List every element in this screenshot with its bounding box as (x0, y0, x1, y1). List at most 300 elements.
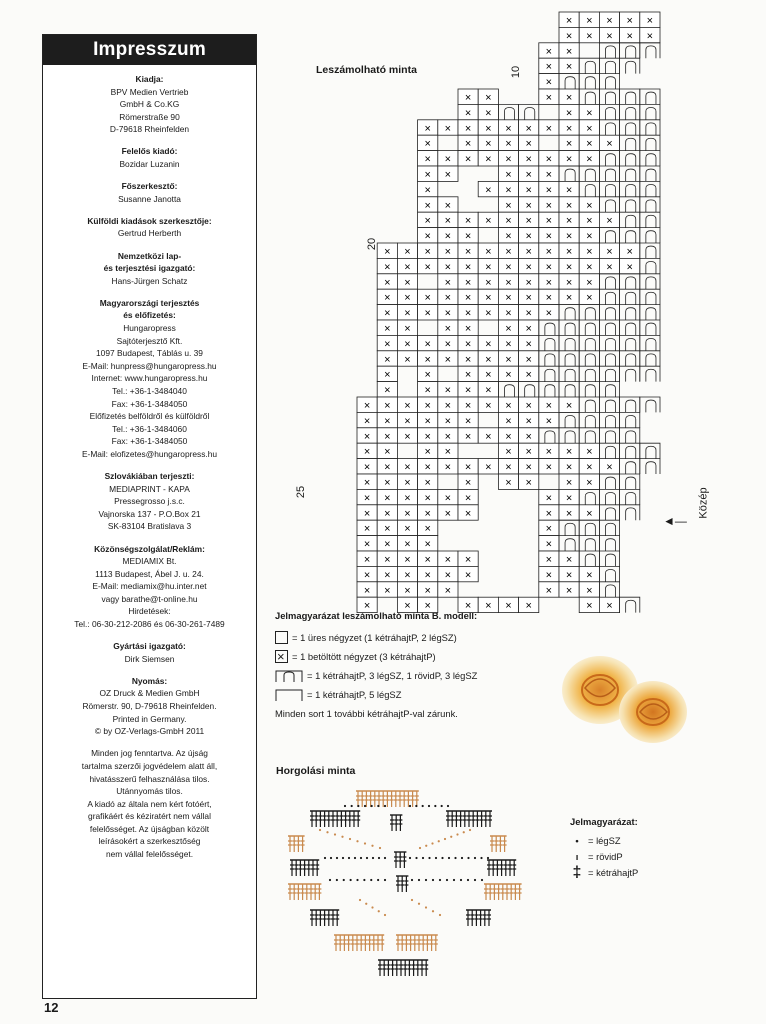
chain-dot (371, 805, 373, 807)
chain-dot (343, 879, 345, 881)
svg-text:×: × (485, 384, 492, 397)
chain-dot (450, 836, 452, 838)
svg-text:×: × (424, 169, 431, 182)
svg-text:×: × (384, 430, 391, 443)
svg-text:×: × (464, 307, 472, 320)
impresszum-line: A kiadó az általa nem kért fotóért, (87, 798, 212, 809)
svg-text:×: × (565, 15, 573, 28)
svg-text:×: × (384, 507, 391, 520)
impresszum-line: Hirdetések: (128, 606, 171, 617)
row-label-10: 10 (510, 65, 523, 79)
svg-text:×: × (384, 446, 391, 459)
svg-text:×: × (545, 92, 553, 105)
svg-text:×: × (384, 323, 391, 336)
svg-text:×: × (444, 122, 452, 135)
svg-text:×: × (545, 446, 553, 459)
stitch-group-bottom (378, 960, 428, 976)
chain-dot (480, 857, 482, 859)
chain-dot (324, 857, 326, 859)
chain-dot (384, 857, 386, 859)
svg-text:×: × (606, 15, 613, 28)
svg-text:×: × (444, 584, 452, 597)
svg-text:×: × (363, 507, 371, 520)
svg-text:×: × (565, 61, 573, 74)
svg-text:×: × (404, 554, 411, 567)
chain-dot (431, 842, 433, 844)
impresszum-line: Utánnyomás tilos. (116, 786, 183, 797)
svg-text:×: × (545, 261, 553, 274)
svg-text:×: × (545, 276, 553, 289)
chain-dot (422, 805, 424, 807)
impresszum-line: Sajtóterjesztő Kft. (116, 335, 183, 346)
chain-dot (356, 879, 358, 881)
impresszum-line: Internet: www.hungaropress.hu (91, 373, 208, 384)
svg-text:×: × (606, 461, 613, 474)
svg-text:×: × (424, 446, 431, 459)
svg-text:×: × (384, 415, 391, 428)
impresszum-heading: Kiadja: (135, 74, 164, 84)
chart-title: Leszámolható minta (316, 64, 417, 76)
svg-text:×: × (464, 430, 472, 443)
svg-text:×: × (363, 554, 371, 567)
svg-text:×: × (404, 323, 411, 336)
svg-text:×: × (464, 230, 472, 243)
legend-item-text: = 1 kétráhajtP, 5 légSZ (307, 689, 402, 700)
chain-dot (371, 906, 373, 908)
svg-text:×: × (464, 415, 472, 428)
legend2-item-text: = kétráhajtP (588, 867, 639, 878)
svg-text:×: × (384, 492, 391, 505)
svg-text:×: × (545, 153, 553, 166)
svg-text:×: × (424, 246, 431, 259)
svg-text:×: × (525, 461, 532, 474)
impresszum-line: E-Mail: hunpress@hungaropress.hu (82, 360, 217, 371)
treble-crochet-icon: ‡ (572, 864, 582, 881)
chain-dot (330, 857, 332, 859)
chain-dot (351, 805, 353, 807)
svg-text:×: × (464, 292, 472, 305)
impresszum-line: OZ Druck & Medien GmbH (99, 688, 200, 699)
impresszum-heading: és terjesztési igazgató: (103, 263, 196, 274)
legend2-item (570, 849, 638, 865)
svg-text:×: × (424, 554, 431, 567)
svg-text:×: × (424, 215, 431, 228)
svg-text:×: × (525, 215, 532, 228)
svg-text:×: × (606, 30, 613, 43)
svg-text:×: × (565, 215, 573, 228)
svg-text:×: × (565, 276, 573, 289)
svg-text:×: × (384, 353, 391, 366)
svg-text:×: × (444, 199, 452, 212)
svg-text:×: × (565, 184, 573, 197)
svg-text:×: × (505, 353, 512, 366)
svg-text:×: × (384, 538, 391, 551)
svg-text:×: × (464, 323, 472, 336)
svg-text:×: × (404, 246, 411, 259)
chain-dot (418, 879, 420, 881)
svg-text:×: × (485, 600, 492, 613)
chain-dot (379, 847, 381, 849)
chain-dot (441, 805, 443, 807)
impresszum-heading: Nemzetközi lap- (117, 250, 182, 261)
stitch-group-bottom-right (396, 935, 438, 951)
svg-text:×: × (525, 430, 532, 443)
chain-dot (422, 857, 424, 859)
svg-text:×: × (586, 292, 593, 305)
chain-dot (384, 805, 386, 807)
svg-text:×: × (525, 477, 532, 490)
stitch-group-bottom-left (334, 935, 384, 951)
svg-text:×: × (586, 138, 593, 151)
svg-text:×: × (444, 384, 452, 397)
svg-text:×: × (545, 122, 553, 135)
svg-text:×: × (545, 461, 553, 474)
svg-text:×: × (485, 153, 492, 166)
svg-text:×: × (404, 492, 411, 505)
svg-text:×: × (424, 199, 431, 212)
impresszum-heading: Magyarországi terjesztés (99, 297, 200, 308)
svg-text:×: × (565, 461, 573, 474)
svg-text:×: × (404, 507, 411, 520)
svg-text:×: × (505, 246, 512, 259)
chain-dot (319, 829, 321, 831)
impresszum-line: Pressegrosso j.s.c. (114, 496, 185, 507)
impresszum-line: MEDIAMIX Bt. (122, 556, 177, 567)
stitch-group-right (487, 860, 516, 876)
svg-text:×: × (505, 400, 512, 413)
impresszum-heading: Nyomás: (131, 675, 168, 686)
legend2-item-text: = légSZ (588, 835, 621, 846)
svg-text:×: × (424, 523, 431, 536)
chain-dot (384, 914, 386, 916)
chain-dot (357, 805, 359, 807)
svg-text:×: × (384, 261, 391, 274)
svg-text:×: × (565, 400, 573, 413)
stitch-group-lower-left (310, 910, 339, 926)
stitch-group-center-top (390, 815, 402, 831)
svg-text:×: × (545, 184, 553, 197)
chain-dot (432, 879, 434, 881)
impresszum-line: Dirk Siemsen (124, 653, 175, 664)
chain-dot (463, 831, 465, 833)
svg-text:×: × (404, 600, 411, 613)
svg-text:×: × (525, 400, 532, 413)
svg-text:×: × (384, 369, 391, 382)
svg-text:×: × (363, 523, 371, 536)
chain-dot (411, 899, 413, 901)
chain-dot (326, 831, 328, 833)
svg-text:×: × (485, 400, 492, 413)
chain-dot (456, 833, 458, 835)
chain-dot (378, 857, 380, 859)
svg-text:×: × (485, 122, 492, 135)
svg-text:×: × (444, 461, 452, 474)
svg-text:×: × (424, 292, 431, 305)
svg-text:×: × (586, 261, 593, 274)
chain-dot (467, 879, 469, 881)
impresszum-heading: Szlovákiában terjeszti: (104, 471, 195, 482)
svg-text:×: × (424, 184, 431, 197)
svg-text:×: × (444, 169, 452, 182)
chain-dot (487, 857, 489, 859)
chain-dot (474, 879, 476, 881)
svg-text:×: × (485, 307, 492, 320)
svg-text:×: × (505, 122, 512, 135)
center-label: Közép (697, 487, 710, 519)
svg-text:×: × (505, 338, 512, 351)
svg-text:×: × (505, 430, 512, 443)
svg-text:×: × (363, 492, 371, 505)
chain-dot (428, 857, 430, 859)
svg-text:×: × (404, 292, 411, 305)
svg-text:×: × (384, 477, 391, 490)
svg-text:×: × (565, 45, 573, 58)
stitch-group-lower-right (466, 910, 491, 926)
chain-dot (344, 805, 346, 807)
svg-text:×: × (646, 30, 654, 43)
svg-text:×: × (404, 353, 411, 366)
diagram-title: Horgolási minta (276, 765, 356, 777)
svg-text:×: × (565, 138, 573, 151)
svg-text:×: × (363, 600, 371, 613)
svg-text:×: × (545, 507, 553, 520)
svg-text:×: × (545, 45, 553, 58)
svg-text:×: × (384, 246, 391, 259)
svg-text:×: × (586, 15, 593, 28)
svg-text:×: × (525, 246, 532, 259)
legend2-item (570, 833, 638, 849)
row-label-20: 20 (366, 237, 379, 251)
svg-text:×: × (384, 384, 391, 397)
svg-text:×: × (464, 400, 472, 413)
impresszum-line: Előfizetés belföldről és külföldről (89, 411, 210, 422)
svg-text:×: × (404, 584, 411, 597)
svg-text:×: × (565, 30, 573, 43)
svg-text:×: × (545, 215, 553, 228)
svg-text:×: × (464, 554, 472, 567)
svg-text:×: × (485, 461, 492, 474)
impresszum-line: SK-83104 Bratislava 3 (107, 521, 192, 532)
svg-text:×: × (545, 569, 553, 582)
center-arrow-icon: ◄— (663, 514, 687, 528)
stitch-group-left-lower-brown (288, 884, 321, 900)
svg-text:×: × (424, 477, 431, 490)
svg-text:×: × (384, 276, 391, 289)
svg-text:×: × (485, 338, 492, 351)
impresszum-line: 1113 Budapest, Ábel J. u. 24. (95, 568, 204, 579)
svg-text:×: × (424, 122, 431, 135)
svg-text:×: × (464, 122, 472, 135)
svg-text:×: × (545, 400, 553, 413)
chain-dot (377, 805, 379, 807)
svg-text:×: × (505, 415, 512, 428)
impresszum-heading: és előfizetés: (123, 310, 176, 321)
svg-text:×: × (384, 461, 391, 474)
stitch-group-left (290, 860, 319, 876)
svg-text:×: × (525, 122, 532, 135)
svg-text:×: × (485, 138, 492, 151)
svg-text:×: × (525, 184, 532, 197)
chain-dot (409, 857, 411, 859)
chain-dot (336, 879, 338, 881)
svg-text:×: × (525, 230, 532, 243)
chain-dot (474, 857, 476, 859)
svg-text:×: × (565, 446, 573, 459)
chain-dot (454, 857, 456, 859)
svg-text:×: × (444, 292, 452, 305)
svg-text:×: × (424, 461, 431, 474)
svg-text:×: × (464, 600, 472, 613)
svg-text:×: × (545, 230, 553, 243)
svg-text:×: × (505, 446, 512, 459)
svg-text:×: × (525, 261, 532, 274)
svg-text:×: × (444, 554, 452, 567)
svg-text:×: × (464, 369, 472, 382)
impresszum-line: E-Mail: elofizetes@hungaropress.hu (81, 448, 218, 459)
svg-text:×: × (505, 153, 512, 166)
chain-dot (481, 879, 483, 881)
svg-text:×: × (586, 477, 593, 490)
svg-text:×: × (545, 584, 553, 597)
svg-text:×: × (525, 276, 532, 289)
svg-text:×: × (464, 507, 472, 520)
svg-text:×: × (565, 584, 573, 597)
svg-text:×: × (384, 569, 391, 582)
svg-text:×: × (384, 307, 391, 320)
svg-text:×: × (485, 246, 492, 259)
svg-text:×: × (424, 153, 431, 166)
svg-text:×: × (586, 30, 593, 43)
svg-text:×: × (525, 415, 532, 428)
svg-text:×: × (606, 246, 613, 259)
chain-dot (446, 879, 448, 881)
svg-text:×: × (525, 199, 532, 212)
svg-text:×: × (464, 384, 472, 397)
svg-text:×: × (444, 446, 452, 459)
svg-text:×: × (384, 292, 391, 305)
chain-dot (434, 805, 436, 807)
svg-text:×: × (505, 138, 512, 151)
stitch-group-left-brown (288, 836, 305, 852)
impresszum-line: Römerstr. 90, D-79618 Rheinfelden. (82, 701, 217, 712)
svg-text:×: × (545, 76, 553, 89)
impresszum-line: Printed in Germany. (112, 713, 187, 724)
svg-text:×: × (586, 215, 593, 228)
chain-dot (359, 899, 361, 901)
svg-text:×: × (565, 554, 573, 567)
impresszum-line: nem vállal felelősséget. (105, 849, 194, 860)
stitch-group-upper-left (310, 811, 360, 827)
svg-text:×: × (464, 492, 472, 505)
svg-text:×: × (404, 415, 411, 428)
svg-text:×: × (545, 307, 553, 320)
svg-text:×: × (525, 353, 532, 366)
svg-text:×: × (586, 507, 593, 520)
legend-item-text: = 1 kétráhajtP, 3 légSZ, 1 rövidP, 3 légSZ (307, 670, 478, 681)
svg-text:×: × (525, 446, 532, 459)
svg-text:×: × (485, 430, 492, 443)
svg-text:×: × (505, 307, 512, 320)
chain-dot (372, 857, 374, 859)
svg-text:×: × (363, 415, 371, 428)
svg-text:×: × (586, 122, 593, 135)
svg-text:×: × (424, 430, 431, 443)
impresszum-heading: Közönségszolgálat/Reklám: (94, 543, 205, 554)
svg-text:×: × (505, 276, 512, 289)
chain-dot (438, 840, 440, 842)
svg-text:×: × (464, 353, 472, 366)
svg-text:×: × (525, 292, 532, 305)
svg-text:×: × (444, 323, 452, 336)
chain-dot (366, 857, 368, 859)
chain-dot (411, 879, 413, 881)
page-number: 12 (44, 1000, 59, 1015)
svg-text:×: × (565, 122, 573, 135)
svg-text:×: × (464, 246, 472, 259)
svg-text:×: × (424, 507, 431, 520)
svg-text:×: × (444, 430, 452, 443)
svg-text:×: × (444, 307, 452, 320)
stitch-group-center-lower (396, 876, 408, 892)
svg-text:×: × (444, 261, 452, 274)
svg-text:×: × (444, 492, 452, 505)
chain-dot (364, 842, 366, 844)
row-label-25: 25 (295, 485, 308, 499)
impresszum-line: Hungaropress (123, 323, 176, 333)
svg-text:×: × (363, 538, 371, 551)
svg-text:×: × (586, 153, 593, 166)
svg-text:×: × (444, 246, 452, 259)
chain-dot (425, 906, 427, 908)
chain-dot (342, 857, 344, 859)
svg-text:×: × (424, 384, 431, 397)
chain-dot (461, 857, 463, 859)
chain-dot (329, 879, 331, 881)
chain-dot (336, 857, 338, 859)
impresszum-line: Römerstraße 90 (119, 111, 180, 122)
svg-text:×: × (424, 415, 431, 428)
svg-text:×: × (464, 569, 472, 582)
svg-text:×: × (565, 107, 573, 120)
svg-text:×: × (485, 261, 492, 274)
chain-dot (363, 879, 365, 881)
impresszum-line: Tel.: +36-1-3484040 (112, 385, 187, 396)
chain-dot (371, 845, 373, 847)
chain-dot (415, 857, 417, 859)
chain-dot (447, 805, 449, 807)
svg-text:×: × (606, 261, 613, 274)
svg-text:×: × (505, 199, 512, 212)
svg-text:×: × (586, 230, 593, 243)
legend-item-text: = 1 betöltött négyzet (3 kétráhajtP) (292, 651, 436, 662)
svg-text:×: × (363, 430, 371, 443)
svg-text:×: × (404, 477, 411, 490)
chain-dot (348, 857, 350, 859)
svg-text:×: × (485, 292, 492, 305)
svg-text:×: × (464, 92, 472, 105)
svg-text:×: × (525, 169, 532, 182)
svg-text:×: × (586, 446, 593, 459)
impresszum-line: GmbH & Co.KG (119, 99, 180, 110)
chart-legend-title: Jelmagyarázat leszámolható minta B. modell: (275, 610, 478, 621)
svg-text:×: × (444, 230, 452, 243)
svg-text:×: × (464, 338, 472, 351)
chain-dot (428, 805, 430, 807)
svg-text:×: × (626, 246, 633, 259)
legend2-item (570, 865, 638, 881)
svg-text:×: × (444, 507, 452, 520)
svg-text:×: × (464, 477, 472, 490)
